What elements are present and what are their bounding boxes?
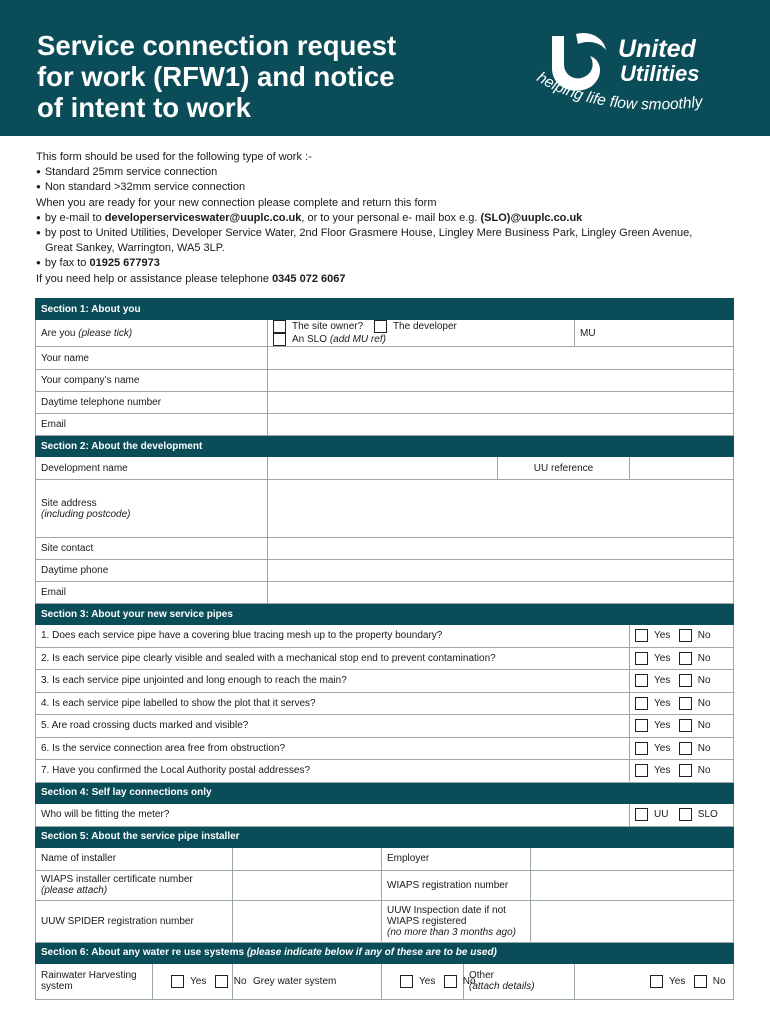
svg-text:United: United [618,35,696,63]
meter-slo-checkbox[interactable] [679,808,692,821]
section-4-header: Section 4: Self lay connections only [36,782,734,803]
q4-yes-checkbox[interactable] [635,697,648,710]
meter-uu-checkbox[interactable] [635,808,648,821]
are-you-row: Are you (please tick) The site owner? The developer An SLO (add MU ref) MU [36,320,734,347]
help-line: If you need help or assistance please telephone 0345 072 6067 [36,272,346,285]
question-row: 5. Are road crossing ducts marked and visible? Yes No [36,715,734,738]
installer-name-field[interactable] [233,847,382,870]
section-1-header: Section 1: About you [36,299,734,320]
section-6-header: Section 6: About any water re use systems (please indicate below if any of these are to be used) [36,942,734,963]
option-developer[interactable]: The developer [374,321,457,332]
section-2-header: Section 2: About the development [36,436,734,457]
rainwater-yes-checkbox[interactable] [171,975,184,988]
question-row: 3. Is each service pipe unjointed and long enough to reach the main? Yes No [36,670,734,693]
uu-reference-field[interactable] [630,457,734,480]
post-instructions: ● by post to United Utilities, Developer Service Water, 2nd Floor Grasmere House, Lingley Mere Business Park, Lingley Green Avenue, [36,226,746,241]
site-email-field[interactable] [268,582,734,604]
question-row: 2. Is each service pipe clearly visible and sealed with a mechanical stop end to prevent contamination? Yes No [36,647,734,670]
site-owner-checkbox[interactable] [273,320,286,333]
bullet-nonstandard: ● Non standard >32mm service connection [36,180,746,195]
option-slo[interactable]: An SLO (add MU ref) [273,334,386,345]
request-form: Section 1: About you Are you (please tick) The site owner? The developer An SLO (add MU ref) MU Your name Your company’s name Daytime telephone number Email Section 2: About the development Development name UU reference Site address (including postcode) Site contact Daytime phone Email Section 3: About your new service pipes 1. Does each service pipe have a covering blue tracing mesh up to the property boundary? Yes No 2. Is each service pipe clearly visible and sealed with a mechanical stop end to prevent contamination? Yes No 3. Is each service pipe unjointed and long enough to reach the main? Yes No 4. Is each service pipe labelled to show the plot that it serves? Yes No 5. Are road crossing ducts marked and visible? Yes No 6. Is the service connection area free from obstruction? Yes No 7. Have you confirmed the Local Authority postal addresses? Yes No Section 4: Self lay connections only Who will be fitting the meter? UU SLO Section 5: About the service pipe installer Name of installer Employer WIAPS installer certificate number (please attach) WIAPS registration number UUW SPIDER registration number UUW Inspection date if not WIAPS registered (no more than 3 months ago) Section 6: About any water re use systems (please indicate below if any of these are to be used) Rainwater Harvesting system Yes No Grey water system Yes No Other (attach details) Yes No [35,298,734,1000]
q5-yes-checkbox[interactable] [635,719,648,732]
question-row: 1. Does each service pipe have a covering blue tracing mesh up to the property boundary? Yes No [36,625,734,648]
option-site-owner[interactable]: The site owner? [273,321,363,332]
site-contact-field[interactable] [268,538,734,560]
email-field[interactable] [268,414,734,436]
united-utilities-logo [530,24,760,124]
wiaps-registration-field[interactable] [531,870,734,900]
tagline: helping life flow smoothly [533,68,704,114]
wiaps-certificate-field[interactable] [233,870,382,900]
q2-yes-checkbox[interactable] [635,652,648,665]
development-name-field[interactable] [268,457,498,480]
q4-no-checkbox[interactable] [679,697,692,710]
section-5-header: Section 5: About the service pipe installer [36,826,734,847]
developer-checkbox[interactable] [374,320,387,333]
email-link[interactable]: developerserviceswater@uuplc.co.uk [104,211,302,224]
mu-ref-field[interactable]: MU [575,320,734,347]
daytime-telephone-field[interactable] [268,392,734,414]
q3-yes-checkbox[interactable] [635,674,648,687]
header-banner [0,0,770,136]
spider-registration-field[interactable] [233,900,382,942]
page-title: Service connection request for work (RFW1) and notice of intent to work [37,30,397,123]
other-yes-checkbox[interactable] [650,975,663,988]
q6-yes-checkbox[interactable] [635,742,648,755]
your-name-field[interactable] [268,347,734,370]
slo-checkbox[interactable] [273,333,286,346]
svg-text:Utilities: Utilities [620,61,700,86]
q1-no-checkbox[interactable] [679,629,692,642]
other-no-checkbox[interactable] [694,975,707,988]
email-instructions: ● by e-mail to developerserviceswater@uuplc.co.uk, or to your personal e- mail box e.g. (SLO)@uuplc.co.uk [36,211,746,226]
q6-no-checkbox[interactable] [679,742,692,755]
question-row: 6. Is the service connection area free from obstruction? Yes No [36,737,734,760]
q2-no-checkbox[interactable] [679,652,692,665]
q7-no-checkbox[interactable] [679,764,692,777]
section-3-header: Section 3: About your new service pipes [36,604,734,625]
site-address-field[interactable] [268,480,734,538]
fax-instructions: ● by fax to 01925 677973 [36,256,746,271]
slo-email: (SLO)@uuplc.co.uk [480,211,583,224]
rainwater-no-checkbox[interactable] [215,975,228,988]
employer-field[interactable] [531,847,734,870]
question-row: 4. Is each service pipe labelled to show the plot that it serves? Yes No [36,692,734,715]
q3-no-checkbox[interactable] [679,674,692,687]
q7-yes-checkbox[interactable] [635,764,648,777]
inspection-date-field[interactable] [531,900,734,942]
daytime-phone-field[interactable] [268,560,734,582]
greywater-yes-checkbox[interactable] [400,975,413,988]
bullet-standard: ● Standard 25mm service connection [36,165,746,180]
q5-no-checkbox[interactable] [679,719,692,732]
intro-text: This form should be used for the following type of work :- ● Standard 25mm service connection ● Non standard >32mm service connection When you are ready for your new connection please complete and return this form ● by e-mail to developerserviceswater@uuplc.co.uk, or to your personal e- mail box e.g. (SLO)@uuplc.co.uk ● by post to United Utilities, Developer Service Water, 2nd Floor Grasmere House, Lingley Mere Business Park, Lingley Green Avenue, Great Sankey, Warrington, WA5 3LP. ● by fax to 01925 677973 If you need help or assistance please telephone 0345 072 6067 [36,150,746,287]
greywater-no-checkbox[interactable] [444,975,457,988]
question-row: 7. Have you confirmed the Local Authority postal addresses? Yes No [36,760,734,783]
company-name-field[interactable] [268,370,734,392]
q1-yes-checkbox[interactable] [635,629,648,642]
